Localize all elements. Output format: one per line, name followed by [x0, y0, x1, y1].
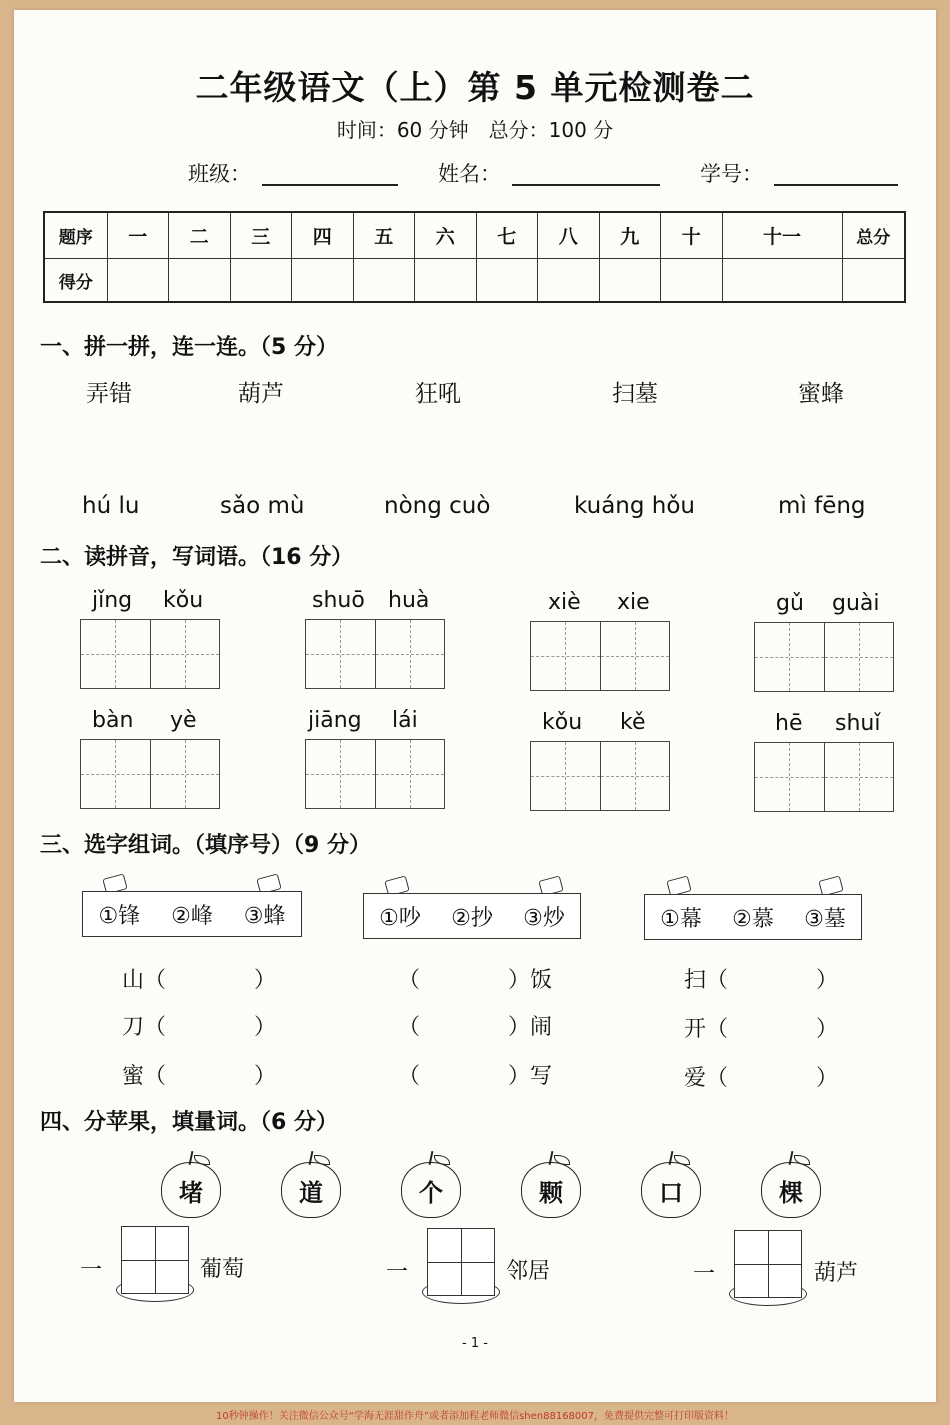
pinyin-syllable: gǔ: [776, 591, 804, 616]
fill-blank[interactable]: 蜜（ ）: [122, 1064, 277, 1089]
page-title: 二年级语文（上）第 5 单元检测卷二: [195, 68, 755, 107]
measure-word: 葫芦: [814, 1261, 859, 1286]
score-cell[interactable]: [353, 259, 415, 302]
pinyin-syllable: guài: [832, 591, 880, 616]
score-label: 得分: [44, 259, 107, 302]
class-label: 班级：: [188, 162, 251, 186]
option-box: [644, 894, 862, 940]
pinyin-syllable: xiè: [548, 590, 581, 615]
pinyin-syllable: jiāng: [308, 708, 362, 733]
pinyin-item: nòng cuò: [384, 493, 491, 519]
page-number: - 1 -: [462, 1336, 488, 1351]
score-cell[interactable]: [476, 259, 538, 302]
measure-word: 葡萄: [200, 1257, 245, 1282]
pinyin-syllable: kǒu: [542, 710, 583, 735]
word-item: 狂吼: [415, 381, 461, 407]
apple-label: 个: [419, 1178, 443, 1207]
score-col: 四: [292, 212, 354, 259]
score-table-score-row: [44, 259, 905, 302]
apple-label: 道: [299, 1178, 323, 1207]
pinyin-syllable: jǐng: [92, 588, 133, 613]
section-4-title: 四、分苹果，填量词。（6 分）: [40, 1110, 338, 1135]
word-item: 扫墓: [612, 381, 658, 407]
fill-blank[interactable]: 刀（ ）: [122, 1015, 277, 1040]
pinyin-item: sǎo mù: [220, 493, 305, 519]
option-item: ③蜂: [243, 903, 286, 929]
apple-label: 堵: [179, 1178, 203, 1207]
score-cell[interactable]: [661, 259, 723, 302]
writing-grid[interactable]: [530, 741, 670, 811]
section-1-title: 一、拼一拼，连一连。（5 分）: [40, 335, 338, 360]
pinyin-item: kuáng hǒu: [574, 493, 695, 519]
score-col: 一: [107, 212, 169, 259]
score-cell[interactable]: [722, 259, 842, 302]
score-cell[interactable]: [415, 259, 477, 302]
score-cell[interactable]: [107, 259, 169, 302]
measure-word-box[interactable]: [734, 1230, 802, 1298]
writing-grid[interactable]: [530, 621, 670, 691]
writing-grid[interactable]: [305, 619, 445, 689]
writing-grid[interactable]: [305, 739, 445, 809]
apple-icon: [401, 1162, 461, 1218]
writing-grid[interactable]: [754, 742, 894, 812]
score-col: 六: [415, 212, 477, 259]
name-field[interactable]: [512, 184, 660, 186]
score-col-total: 总分: [842, 212, 905, 259]
pinyin-syllable: lái: [392, 708, 418, 733]
fill-blank[interactable]: （ ）写: [398, 1064, 553, 1089]
option-box: [363, 893, 581, 939]
pinyin-syllable: xie: [617, 590, 650, 615]
apple-icon: [161, 1162, 221, 1218]
score-cell[interactable]: [230, 259, 292, 302]
score-cell[interactable]: [169, 259, 231, 302]
pinyin-item: hú lu: [82, 493, 140, 519]
option-item: ②抄: [451, 905, 493, 931]
word-item: 葫芦: [238, 381, 284, 407]
pinyin-syllable: huà: [388, 588, 430, 613]
score-col: 五: [353, 212, 415, 259]
score-cell[interactable]: [538, 259, 600, 302]
apple-icon: [521, 1162, 581, 1218]
measure-word: 邻居: [506, 1259, 551, 1284]
word-item: 蜜蜂: [798, 381, 844, 407]
fill-blank[interactable]: 山（ ）: [122, 968, 277, 993]
score-col: 九: [599, 212, 661, 259]
measure-word-box[interactable]: [121, 1226, 189, 1294]
measure-word-box[interactable]: [427, 1228, 495, 1296]
writing-grid[interactable]: [754, 622, 894, 692]
writing-grid[interactable]: [80, 739, 220, 809]
fill-blank[interactable]: （ ）饭: [398, 968, 553, 993]
pinyin-syllable: bàn: [92, 708, 134, 733]
exam-subtitle: 时间：60 分钟 总分：100 分: [336, 118, 614, 142]
number-label: 学号：: [700, 162, 763, 186]
apple-label: 口: [659, 1178, 683, 1207]
score-table-header-row: [44, 212, 905, 259]
option-box: [82, 891, 302, 937]
apple-label: 棵: [779, 1178, 803, 1207]
score-table: [43, 211, 906, 303]
measure-prefix: 一: [80, 1258, 103, 1283]
score-col: 二: [169, 212, 231, 259]
option-item: ②峰: [171, 903, 213, 929]
class-field[interactable]: [262, 184, 398, 186]
option-item: ①吵: [379, 905, 421, 931]
pinyin-syllable: kǒu: [163, 588, 204, 613]
footer-note: 10秒钟操作！关注微信公众号“学海无涯甜作舟”或者添加程老师微信shen88168007，免费提供完整可打印版资料！: [215, 1411, 735, 1422]
option-item: ①幕: [660, 906, 702, 932]
pinyin-syllable: kě: [620, 710, 646, 735]
measure-prefix: 一: [693, 1262, 716, 1287]
pinyin-syllable: yè: [170, 708, 197, 733]
score-col: 三: [230, 212, 292, 259]
section-2-title: 二、读拼音，写词语。（16 分）: [40, 545, 354, 570]
option-item: ③炒: [523, 905, 565, 931]
fill-blank[interactable]: 扫（ ）: [684, 968, 839, 993]
apple-icon: [281, 1162, 341, 1218]
apple-label: 颗: [539, 1178, 563, 1207]
option-item: ②慕: [732, 906, 774, 932]
pinyin-item: mì fēng: [778, 493, 866, 519]
apple-icon: [641, 1162, 701, 1218]
number-field[interactable]: [774, 184, 898, 186]
score-col: 十一: [722, 212, 842, 259]
score-col: 十: [661, 212, 723, 259]
fill-blank[interactable]: 开（ ）: [684, 1017, 839, 1042]
score-cell[interactable]: [292, 259, 354, 302]
apple-icon: [761, 1162, 821, 1218]
fill-blank[interactable]: （ ）闹: [398, 1015, 553, 1040]
score-col: 七: [476, 212, 538, 259]
word-item: 弄错: [86, 381, 132, 407]
fill-blank[interactable]: 爱（ ）: [684, 1066, 839, 1091]
pinyin-syllable: shuǐ: [835, 711, 881, 736]
pinyin-syllable: shuō: [312, 588, 365, 613]
score-cell[interactable]: [599, 259, 661, 302]
writing-grid[interactable]: [80, 619, 220, 689]
score-col: 八: [538, 212, 600, 259]
section-3-title: 三、选字组词。（填序号）（9 分）: [40, 833, 371, 858]
option-item: ①锋: [98, 903, 141, 929]
question-order-label: 题序: [44, 212, 107, 259]
option-item: ③墓: [804, 906, 846, 932]
name-label: 姓名：: [438, 162, 501, 186]
pinyin-syllable: hē: [775, 711, 803, 736]
measure-prefix: 一: [386, 1260, 409, 1285]
score-cell[interactable]: [842, 259, 905, 302]
